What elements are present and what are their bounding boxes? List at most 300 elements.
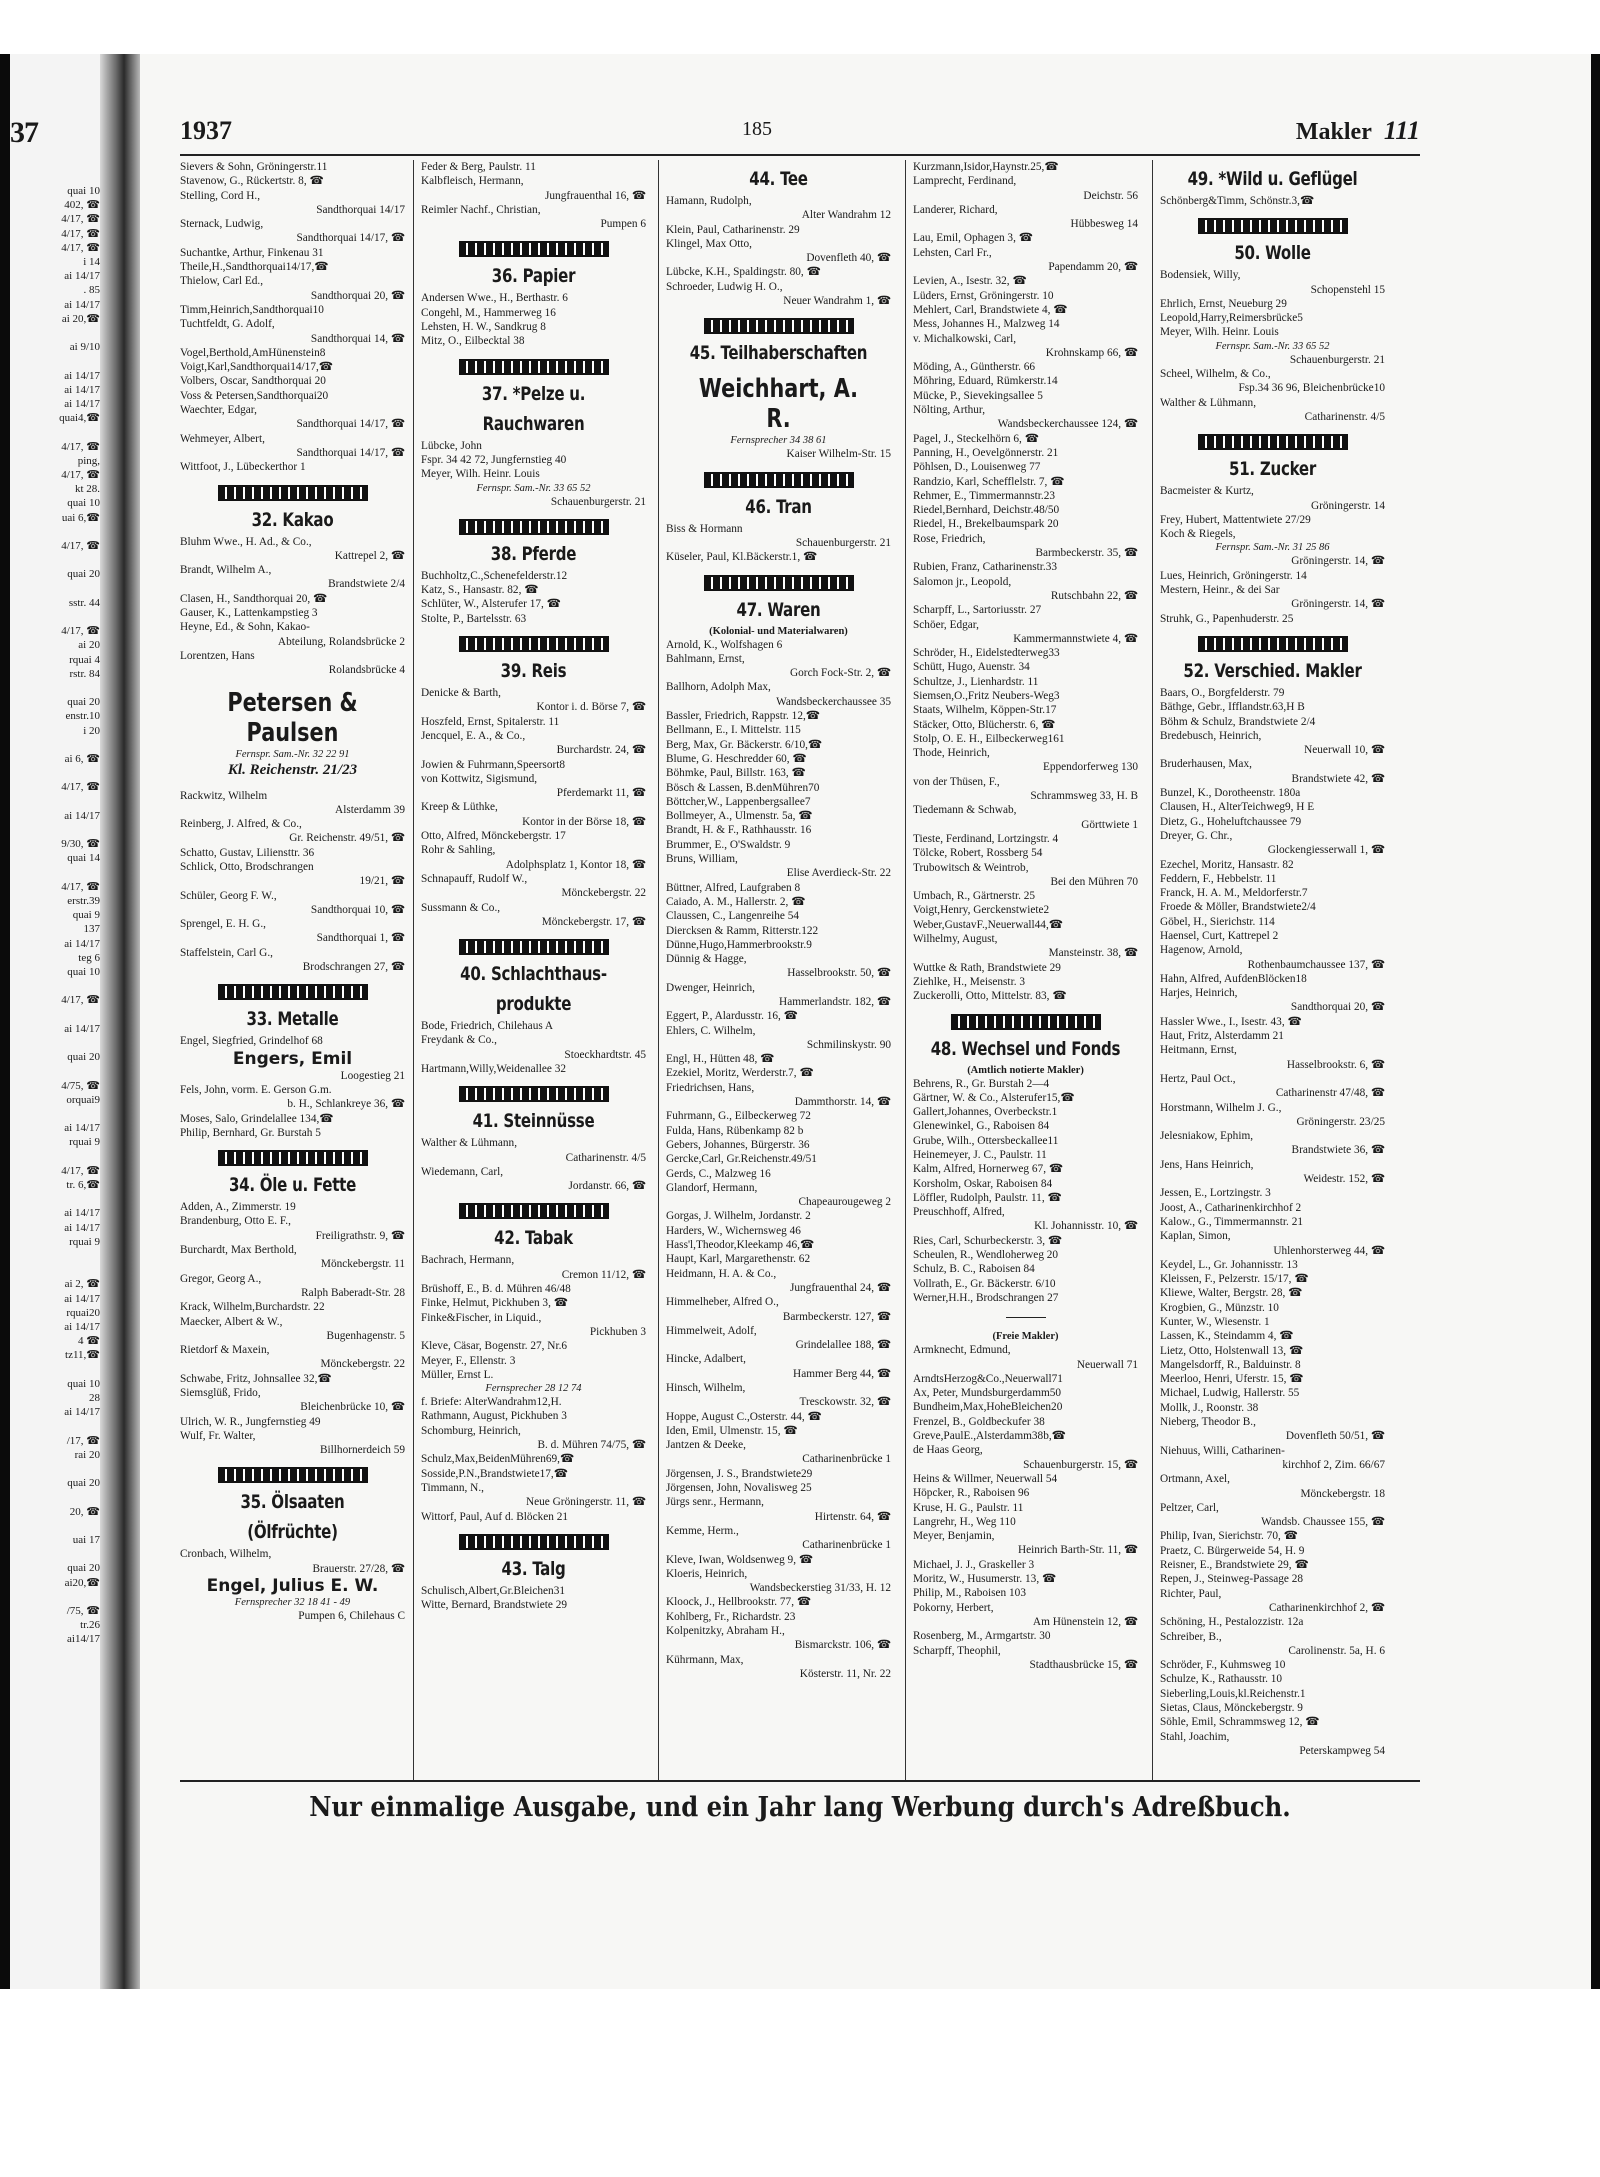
- directory-entry-continuation: Neuer Wandrahm 1, ☎: [783, 295, 891, 308]
- directory-entry-continuation: Kontor i. d. Börse 7, ☎: [536, 701, 646, 714]
- directory-entry: Jencquel, E. A., & Co.,: [421, 729, 526, 742]
- directory-entry: Hinsch, Wilhelm,: [666, 1382, 746, 1394]
- directory-entry: Meyer, Wilh. Heinr. Louis: [1160, 326, 1279, 339]
- advertisement-phone: Fernspr. Sam.-Nr. 32 22 91: [235, 748, 350, 760]
- directory-entry: Wilhelmy, August,: [913, 933, 998, 946]
- directory-entry: Sussmann & Co.,: [421, 901, 501, 914]
- footer-rule: [180, 1780, 1420, 1782]
- directory-entry-continuation: Chapeaurougeweg 2: [798, 1196, 891, 1209]
- directory-entry: Bahlmann, Ernst,: [666, 652, 745, 665]
- directory-entry-continuation: Barmbeckerstr. 127, ☎: [782, 1310, 891, 1323]
- directory-entry: Rosenberg, M., Armgartstr. 30: [913, 1630, 1051, 1643]
- previous-page-line: rquai 4: [69, 653, 100, 666]
- directory-entry: Philip, M., Raboisen 103: [913, 1587, 1026, 1600]
- previous-page-line: . 85: [83, 284, 100, 297]
- directory-entry: Philip, Ivan, Sierichstr. 70, ☎: [1160, 1530, 1298, 1543]
- directory-entry-continuation: Gr. Reichenstr. 49/51, ☎: [289, 832, 405, 845]
- directory-entry-continuation: Uhlenhorsterweg 44, ☎: [1273, 1244, 1385, 1257]
- advertisement-name: Weichhart, A. R.: [698, 374, 859, 435]
- previous-page-line: 9/30, ☎: [61, 838, 100, 851]
- directory-entry: Staffelstein, Carl G.,: [180, 946, 273, 959]
- directory-entry-continuation: Hammer Berg 44, ☎: [793, 1367, 891, 1380]
- previous-page-line: quai4,☎: [59, 412, 100, 425]
- previous-page-line: ai 14/17: [64, 1207, 100, 1220]
- directory-entry: Arnold, K., Wolfshagen 6: [666, 638, 783, 651]
- previous-page-line: rquai 9: [69, 1136, 100, 1149]
- previous-page-line: tr.26: [80, 1619, 100, 1632]
- directory-entry: Hoszfeld, Ernst, Spitalerstr. 11: [421, 715, 560, 728]
- directory-entry: Kurzmann,Isidor,Haynstr.25,☎: [913, 161, 1059, 173]
- directory-entry: Meyer, F., Ellenstr. 3: [421, 1354, 516, 1367]
- directory-entry: Harders, W., Wichernsweg 46: [666, 1224, 801, 1237]
- ornament-divider: [459, 939, 609, 955]
- directory-entry: Werner,H.H., Brodschrangen 27: [913, 1291, 1059, 1304]
- directory-entry: Harjes, Heinrich,: [1160, 987, 1238, 1000]
- directory-entry: ArndtsHerzog&Co.,Neuerwall71: [913, 1372, 1063, 1385]
- directory-entry: Moses, Salo, Grindelallee 134,☎: [180, 1112, 334, 1125]
- section-heading: 35. Ölsaaten: [240, 1491, 345, 1514]
- directory-entry: Voigt,Henry, Gerckenstwiete2: [913, 904, 1050, 917]
- directory-entry: Rubien, Franz, Catharinenstr.33: [913, 561, 1058, 574]
- directory-entry-continuation: Schauenburgerstr. 15, ☎: [1023, 1458, 1138, 1471]
- directory-entry: Wiedemann, Carl,: [421, 1165, 504, 1178]
- directory-entry: Kaplan, Simon,: [1160, 1230, 1231, 1243]
- directory-entry: Repen, J., Steinweg-Passage 28: [1160, 1573, 1304, 1586]
- directory-entry: Klingel, Max Otto,: [666, 237, 752, 250]
- directory-entry: Salomon jr., Leopold,: [913, 575, 1012, 588]
- advertisement-name: Engers, Emil: [232, 1048, 353, 1069]
- directory-entry: Schnapauff, Rudolf W.,: [421, 872, 528, 885]
- directory-entry: Ehrlich, Ernst, Neueburg 29: [1160, 297, 1287, 310]
- directory-entry: Kalow., G., Timmermannstr. 21: [1160, 1215, 1303, 1228]
- directory-entry-continuation: Stadthausbrücke 15, ☎: [1029, 1658, 1138, 1671]
- previous-page-line: sstr. 44: [68, 596, 100, 609]
- directory-entry: Mess, Johannes H., Malzweg 14: [913, 318, 1060, 331]
- directory-entry-continuation: Sandthorquai 14/17, ☎: [296, 446, 405, 459]
- directory-entry: Diercksen & Ramm, Ritterstr.122: [666, 924, 819, 937]
- directory-entry: Siemsglüß, Frido,: [180, 1387, 261, 1399]
- advertisement-phone: Fernspr. Sam.-Nr. 33 65 52: [1215, 340, 1330, 352]
- column-2: [421, 160, 646, 1780]
- directory-entry: Schöer, Edgar,: [913, 618, 979, 631]
- advertisement-phone: Fernspr. Sam.-Nr. 31 25 86: [1215, 542, 1330, 554]
- ornament-divider: [1198, 218, 1348, 234]
- ornament-divider: [704, 472, 854, 488]
- previous-page-line: ai 20: [78, 639, 100, 652]
- directory-entry: Hoppe, August C.,Osterstr. 44, ☎: [666, 1410, 822, 1423]
- directory-entry: Maecker, Albert & W.,: [180, 1315, 283, 1328]
- previous-page-line: tz11,☎: [65, 1349, 100, 1362]
- previous-page-line: ai 14/17: [64, 1022, 100, 1035]
- directory-entry: Frenzel, B., Goldbeckufer 38: [913, 1415, 1045, 1428]
- directory-entry: Iden, Emil, Ulmenstr. 15, ☎: [666, 1424, 798, 1437]
- directory-entry: Reinberg, J. Alfred, & Co.,: [180, 818, 302, 831]
- directory-entry-continuation: Neuerwall 10, ☎: [1304, 744, 1385, 757]
- directory-entry: Thielow, Carl Ed.,: [180, 275, 264, 288]
- directory-entry: Jantzen & Deeke,: [666, 1439, 746, 1452]
- previous-page-line: ai 14/17: [64, 1122, 100, 1135]
- directory-entry: Gebers, Johannes, Bürgerstr. 36: [666, 1138, 810, 1151]
- directory-entry: Himmelheber, Alfred O.,: [666, 1296, 779, 1309]
- directory-entry-continuation: Wandsbeckerchaussee 124, ☎: [997, 418, 1138, 431]
- directory-entry-continuation: Gorch Fock-Str. 2, ☎: [790, 667, 891, 680]
- directory-entry: Fuhrmann, G., Eilbeckerweg 72: [666, 1110, 811, 1123]
- directory-entry: Wittfoot, J., Lübeckerthor 1: [180, 461, 306, 474]
- directory-entry-continuation: Sandthorquai 20, ☎: [310, 289, 405, 302]
- directory-entry: Hass'l,Theodor,Kleekamp 46,☎: [666, 1239, 815, 1252]
- section-heading: 47. Waren: [736, 598, 821, 621]
- advertisement-phone: Fernspr. Sam.-Nr. 33 65 52: [476, 482, 591, 494]
- directory-page: [140, 54, 1591, 1989]
- directory-entry: de Haas Georg,: [913, 1444, 983, 1457]
- directory-entry: Jowien & Fuhrmann,Speersort8: [421, 758, 566, 771]
- directory-entry-continuation: b. H., Schlankreye 36, ☎: [287, 1098, 405, 1111]
- directory-entry-continuation: Am Hünenstein 12, ☎: [1032, 1615, 1138, 1628]
- ornament-divider: [218, 1150, 368, 1166]
- directory-entry: Vollrath, E., Gr. Bäckerstr. 6/10: [913, 1277, 1056, 1290]
- directory-entry: Ezekiel, Moritz, Werderstr.7, ☎: [666, 1067, 814, 1080]
- previous-page-line: 4/17, ☎: [61, 227, 100, 240]
- directory-entry: Kruse, H. G., Paulstr. 11: [913, 1501, 1024, 1514]
- previous-page-line: rstr. 84: [69, 667, 100, 680]
- previous-page-line: 4/17, ☎: [61, 440, 100, 453]
- directory-entry-continuation: Cremon 11/12, ☎: [561, 1268, 646, 1281]
- directory-entry-continuation: Billhornerdeich 59: [319, 1444, 405, 1457]
- section-heading: 38. Pferde: [490, 542, 577, 565]
- previous-page-line: 4 ☎: [78, 1335, 100, 1348]
- directory-entry: Kreep & Lüthke,: [421, 801, 498, 814]
- directory-entry-continuation: Brandstwiete 2/4: [328, 578, 405, 591]
- directory-entry-continuation: Dovenfleth 50/51, ☎: [1285, 1430, 1385, 1443]
- directory-entry-continuation: Freiligrathstr. 9, ☎: [315, 1229, 405, 1242]
- directory-entry: Kalm, Alfred, Hornerweg 67, ☎: [913, 1163, 1063, 1176]
- section-heading: 42. Tabak: [494, 1227, 573, 1250]
- directory-entry-continuation: Pickhuben 3: [589, 1325, 646, 1338]
- previous-page-line: quai 20: [67, 1477, 100, 1490]
- directory-entry: Dünnig & Hagge,: [666, 953, 747, 966]
- directory-entry: Kemme, Herm.,: [666, 1524, 739, 1537]
- directory-entry: Ulrich, W. R., Jungfernstieg 49: [180, 1415, 321, 1428]
- directory-entry-continuation: Eppendorferweg 130: [1042, 761, 1138, 774]
- ornament-divider: [951, 1014, 1101, 1030]
- previous-page-line: ai 14/17: [64, 1321, 100, 1333]
- previous-page-line: ai 2, ☎: [64, 1278, 100, 1291]
- directory-entry: Haupt, Karl, Margarethenstr. 62: [666, 1253, 811, 1266]
- ornament-divider: [459, 241, 609, 257]
- directory-entry: Rose, Friedrich,: [913, 532, 986, 545]
- directory-entry: Schlüter, W., Alsterufer 17, ☎: [421, 598, 561, 611]
- directory-entry: Michael, Ludwig, Hallerstr. 55: [1160, 1387, 1300, 1400]
- directory-entry: Stolte, P., Bartelsstr. 63: [421, 612, 527, 625]
- section-heading: 49. *Wild u. Geflügel: [1187, 168, 1358, 190]
- previous-page-line: quai 10: [67, 185, 100, 197]
- header-page-number: 185: [742, 118, 772, 140]
- directory-entry-continuation: Heinrich Barth-Str. 11, ☎: [1017, 1544, 1138, 1557]
- scan-border-top: [0, 0, 1600, 54]
- directory-entry-continuation: Fsp.34 36 96, Bleichenbrücke10: [1238, 382, 1385, 395]
- directory-entry: Stolp, O. E. H., Eilbeckerweg161: [913, 732, 1065, 745]
- directory-entry: Hahn, Alfred, AufdenBlöcken18: [1160, 972, 1307, 985]
- directory-entry: Stavenow, G., Rückertstr. 8, ☎: [180, 175, 324, 188]
- directory-entry: Wulf, Fr. Walter,: [180, 1429, 256, 1442]
- section-subheading: (Kolonial- und Materialwaren): [709, 625, 848, 637]
- directory-entry-continuation: Gröningerstr. 14: [1310, 499, 1385, 512]
- directory-entry: Lehsten, Carl Fr.,: [913, 246, 992, 259]
- directory-entry: Küseler, Paul, Kl.Bäckerstr.1, ☎: [666, 551, 818, 564]
- directory-entry: Blume, G. Heschredder 60, ☎: [666, 752, 807, 765]
- directory-entry: Praetz, C. Bürgerweide 54, H. 9: [1160, 1544, 1305, 1557]
- directory-entry-continuation: Gröningerstr. 23/25: [1296, 1115, 1385, 1128]
- directory-entry: Schröder, H., Eidelstedterweg33: [913, 647, 1060, 660]
- directory-entry: Pokorny, Herbert,: [913, 1601, 994, 1614]
- directory-entry: Gauser, K., Lattenkampstieg 3: [180, 607, 318, 620]
- column-divider: [413, 160, 414, 1780]
- directory-entry: f. Briefe: AlterWandrahm12,H.: [421, 1396, 562, 1409]
- previous-page-line: ai 14/17: [64, 1292, 100, 1305]
- previous-page-line: quai 9: [72, 909, 100, 922]
- directory-entry: Horstmann, Wilhelm J. G.,: [1160, 1101, 1282, 1114]
- header-year: 1937: [180, 116, 232, 145]
- directory-entry: Struhk, G., Papenhuderstr. 25: [1160, 612, 1294, 625]
- directory-entry: Möding, A., Güntherstr. 66: [913, 361, 1036, 374]
- section-heading: 36. Papier: [491, 265, 576, 288]
- directory-entry: von Kottwitz, Sigismund,: [421, 772, 538, 785]
- directory-entry: Lues, Heinrich, Gröningerstr. 14: [1160, 569, 1307, 582]
- directory-entry: Schreiber, B.,: [1160, 1630, 1222, 1643]
- directory-entry: Niehuus, Willi, Catharinen-: [1160, 1444, 1285, 1457]
- directory-entry: Bäthge, Gebr., Ifflandstr.63,H B: [1160, 701, 1305, 714]
- directory-entry: Hagenow, Arnold,: [1160, 944, 1243, 957]
- directory-entry: Sievers & Sohn, Gröningerstr.11: [180, 161, 328, 173]
- previous-page-line: kt 28.: [74, 483, 100, 496]
- directory-entry: Schröder, F., Kuhmsweg 10: [1160, 1659, 1286, 1672]
- directory-entry: Friedrichsen, Hans,: [666, 1081, 755, 1094]
- directory-entry-continuation: Hasselbrookstr. 6, ☎: [1286, 1058, 1385, 1071]
- ornament-divider: [459, 519, 609, 535]
- directory-entry: Cronbach, Wilhelm,: [180, 1548, 272, 1561]
- previous-page-line: ai 14/17: [64, 270, 100, 283]
- directory-entry: Adden, A., Zimmerstr. 19: [180, 1201, 296, 1214]
- directory-entry: Stelling, Cord H.,: [180, 189, 261, 202]
- directory-entry-continuation: Kaiser Wilhelm-Str. 15: [786, 448, 891, 461]
- directory-entry: Bunzel, K., Dorotheenstr. 180a: [1160, 787, 1301, 800]
- directory-entry: Feder & Berg, Paulstr. 11: [421, 161, 536, 173]
- column-3: [666, 160, 891, 1780]
- directory-entry-continuation: Hübbesweg 14: [1070, 218, 1138, 231]
- directory-entry: Michael, J. J., Graskeller 3: [913, 1558, 1035, 1571]
- previous-page-line: ai20,☎: [64, 1576, 100, 1589]
- directory-entry: v. Michalkowski, Carl,: [913, 332, 1017, 345]
- directory-entry: Bruns, William,: [666, 853, 738, 866]
- directory-entry: Heitmann, Ernst,: [1160, 1044, 1237, 1057]
- directory-entry: Jens, Hans Heinrich,: [1160, 1158, 1254, 1171]
- directory-entry: Moritz, W., Husumerstr. 13, ☎: [913, 1573, 1057, 1586]
- directory-entry: Caiado, A. M., Hallerstr. 2, ☎: [666, 895, 806, 908]
- directory-entry-continuation: Mönckebergstr. 11: [320, 1258, 405, 1271]
- previous-page-line: quai 20: [67, 1562, 100, 1575]
- section-heading: (Ölfrüchte): [247, 1521, 338, 1544]
- section-heading: Rauchwaren: [482, 412, 585, 435]
- directory-entry: Scheel, Wilhelm, & Co.,: [1160, 368, 1271, 381]
- ornament-divider: [459, 359, 609, 375]
- directory-entry: Bredebusch, Heinrich,: [1160, 729, 1262, 742]
- directory-entry: Jörgensen, John, Novalisweg 25: [666, 1482, 812, 1495]
- short-rule: [1006, 1317, 1046, 1318]
- directory-entry: Kolpenitzky, Abraham H.,: [666, 1625, 785, 1638]
- directory-entry: Weber,GustavF.,Neuerwall44,☎: [913, 918, 1063, 931]
- directory-entry-continuation: Brodschrangen 27, ☎: [302, 961, 405, 974]
- directory-entry-continuation: Kösterstr. 11, Nr. 22: [799, 1667, 891, 1680]
- previous-page-line: ai 6, ☎: [64, 753, 100, 765]
- advertisement-name: Petersen & Paulsen: [227, 687, 358, 748]
- page-header: [180, 114, 1420, 156]
- directory-entry: Rohr & Sahling,: [421, 844, 496, 857]
- directory-entry: Brandenburg, Otto E. F.,: [180, 1215, 291, 1228]
- directory-entry: Sieberling,Louis,kl.Reichenstr.1: [1160, 1687, 1306, 1700]
- directory-entry-continuation: Alter Wandrahm 12: [801, 209, 891, 222]
- previous-page-line: ai 14/17: [64, 809, 100, 822]
- directory-entry: Baars, O., Borgfelderstr. 79: [1160, 686, 1285, 699]
- directory-entry: Wehmeyer, Albert,: [180, 432, 265, 445]
- directory-entry-continuation: Loogestieg 21: [340, 1069, 405, 1082]
- directory-entry: Ax, Peter, Mundsburgerdamm50: [913, 1387, 1062, 1400]
- directory-entry-continuation: Bismarckstr. 106, ☎: [794, 1639, 891, 1652]
- directory-entry: Hartmann,Willy,Weidenallee 32: [421, 1062, 567, 1075]
- section-heading: 45. Teilhaberschaften: [689, 342, 868, 365]
- previous-page-line: rquai 9: [69, 1235, 100, 1248]
- directory-entry: Bodensiek, Willy,: [1160, 269, 1241, 282]
- section-heading: 46. Tran: [745, 495, 812, 518]
- previous-page-line: 4/17, ☎: [61, 625, 100, 638]
- directory-entry: Froede & Möller, Brandstwiete2/4: [1160, 901, 1316, 914]
- directory-entry: Grube, Wilh., Ottersbeckallee11: [913, 1134, 1059, 1147]
- directory-entry: Preuschhoff, Alfred,: [913, 1206, 1005, 1219]
- column-5: [1160, 160, 1385, 1780]
- directory-entry-continuation: Catharinenbrücke 1: [802, 1453, 891, 1466]
- directory-entry: Bundheim,Max,HoheBleichen20: [913, 1401, 1063, 1414]
- directory-entry: Schüler, Georg F. W.,: [180, 889, 277, 902]
- directory-entry: Jessen, E., Lortzingstr. 3: [1160, 1187, 1271, 1200]
- directory-entry-continuation: 19/21, ☎: [359, 875, 405, 888]
- directory-entry-continuation: Mönckebergstr. 22: [320, 1358, 405, 1371]
- directory-entry: Dünne,Hugo,Hammerbrookstr.9: [666, 938, 812, 951]
- directory-entry-continuation: Rutschbahn 22, ☎: [1050, 589, 1138, 602]
- directory-entry: Scharpff, Theophil,: [913, 1644, 1001, 1657]
- previous-page-line: 4/17, ☎: [61, 781, 100, 794]
- directory-entry: Lüders, Ernst, Gröningerstr. 10: [913, 289, 1054, 302]
- previous-page-line: teg 6: [78, 951, 100, 964]
- directory-entry: Glandorf, Hermann,: [666, 1181, 758, 1194]
- header-section-number: 111: [1383, 116, 1420, 145]
- directory-entry-continuation: Alsterdamm 39: [335, 803, 405, 816]
- directory-entry: Brandt, H. & F., Rathhausstr. 16: [666, 824, 812, 837]
- directory-entry: Brüshoff, E., B. d. Mühren 46/48: [421, 1283, 571, 1296]
- directory-entry: Levien, A., Isestr. 32, ☎: [913, 275, 1027, 288]
- directory-entry: Greve,PaulE.,Alsterdamm38b,☎: [913, 1430, 1066, 1443]
- directory-entry-continuation: Mansteinstr. 38, ☎: [1048, 947, 1138, 960]
- directory-entry: Kloeris, Heinrich,: [666, 1567, 748, 1580]
- directory-entry: Ortmann, Axel,: [1160, 1473, 1230, 1486]
- directory-entry: Brummer, E., O'Swaldstr. 9: [666, 838, 791, 851]
- previous-page-fragment: [10, 54, 100, 1989]
- directory-entry: Schomburg, Heinrich,: [421, 1424, 521, 1437]
- directory-entry: Walther & Lühmann,: [421, 1137, 518, 1150]
- directory-entry: Heidmann, H. A. & Co.,: [666, 1267, 777, 1280]
- previous-page-line: uai 17: [72, 1534, 100, 1546]
- directory-entry: Dietz, G., Hoheluftchaussee 79: [1160, 815, 1302, 828]
- directory-entry-continuation: Glockengiesserwall 1, ☎: [1267, 844, 1385, 857]
- directory-entry: Klein, Paul, Catharinenstr. 29: [666, 223, 800, 236]
- directory-entry-continuation: Jungfrauenthal 16, ☎: [545, 189, 646, 202]
- directory-entry: Glenewinkel, G., Raboisen 84: [913, 1120, 1050, 1133]
- directory-entry-continuation: Grindelallee 188, ☎: [795, 1339, 891, 1352]
- directory-entry: Jürgs senr., Hermann,: [666, 1496, 764, 1509]
- directory-entry: Katz, S., Hansastr. 82, ☎: [421, 584, 539, 597]
- directory-entry: Lübcke, K.H., Spaldingstr. 80, ☎: [666, 266, 821, 279]
- directory-entry: Ries, Carl, Schurbeckerstr. 3, ☎: [913, 1234, 1062, 1247]
- directory-entry: Reisner, E., Brandstwiete 29, ☎: [1160, 1559, 1309, 1572]
- directory-entry: Mücke, P., Sievekingsallee 5: [913, 389, 1043, 402]
- directory-entry: Finke&Fischer, in Liquid.,: [421, 1311, 542, 1324]
- previous-page-header: 37: [10, 116, 38, 149]
- directory-entry: Behrens, R., Gr. Burstah 2—4: [913, 1077, 1050, 1090]
- directory-entry: Jörgensen, J. S., Brandstwiete29: [666, 1467, 813, 1480]
- previous-page-line: 4/17, ☎: [61, 1164, 100, 1177]
- directory-entry: Umbach, R., Gärtnerstr. 25: [913, 890, 1036, 903]
- directory-entry: Trubowitsch & Weintrob,: [913, 861, 1029, 874]
- advertisement-name: Engel, Julius E. W.: [206, 1576, 379, 1597]
- previous-page-line: ai 14/17: [64, 298, 100, 311]
- previous-page-line: 4/17, ☎: [61, 241, 100, 254]
- directory-entry-continuation: Jordanstr. 66, ☎: [568, 1180, 646, 1193]
- directory-entry: Hamann, Rudolph,: [666, 195, 752, 207]
- previous-page-line: rquai20: [66, 1306, 100, 1319]
- directory-entry: Schultze, J., Lienhardstr. 11: [913, 675, 1039, 688]
- previous-page-line: quai 10: [67, 966, 100, 978]
- directory-entry: Schönberg&Timm, Schönstr.3,☎: [1160, 195, 1315, 207]
- directory-entry: Schulz,Max,BeidenMühren69,☎: [421, 1453, 575, 1466]
- directory-entry-continuation: Mönckebergstr. 17, ☎: [541, 915, 646, 928]
- directory-entry-continuation: Kl. Johannisstr. 10, ☎: [1034, 1220, 1138, 1233]
- directory-entry: Thode, Heinrich,: [913, 747, 990, 760]
- directory-entry: Gallert,Johannes, Overbeckstr.1: [913, 1106, 1058, 1119]
- previous-page-line: ai 9/10: [69, 341, 100, 354]
- previous-page-line: quai 20: [67, 568, 100, 581]
- directory-entry: Fels, John, vorm. E. Gerson G.m.: [180, 1083, 332, 1096]
- directory-entry: Ziehlke, H., Meisenstr. 3: [913, 975, 1026, 988]
- directory-entry: Sprengel, E. H. G.,: [180, 918, 266, 931]
- directory-entry: Riedel,Bernhard, Deichstr.48/50: [913, 504, 1060, 517]
- advertisement-address: Kl. Reichenstr. 21/23: [227, 761, 358, 778]
- directory-entry: Fspr. 34 42 72, Jungfernstieg 40: [421, 453, 567, 466]
- directory-entry: Voss & Petersen,Sandthorquai20: [180, 389, 329, 402]
- previous-page-line: ai 20,☎: [61, 312, 100, 325]
- directory-entry: Joost, A., Catharinenkirchhof 2: [1160, 1201, 1302, 1214]
- directory-entry-continuation: Rolandsbrücke 4: [328, 664, 405, 677]
- previous-page-line: quai 14: [67, 852, 100, 865]
- previous-page-line: i 14: [83, 256, 100, 268]
- section-heading: 50. Wolle: [1234, 242, 1311, 265]
- directory-entry: Wittorf, Paul, Auf d. Blöcken 21: [421, 1510, 569, 1523]
- section-subheading: (Freie Makler): [992, 1331, 1059, 1343]
- previous-page-line: ai 14/17: [64, 937, 100, 950]
- directory-entry-continuation: Stoeckhardtstr. 45: [564, 1048, 646, 1061]
- directory-entry: Mangelsdorff, R., Balduinstr. 8: [1160, 1358, 1301, 1371]
- directory-entry-continuation: Neuerwall 71: [1076, 1358, 1138, 1371]
- directory-entry: Meyer, Wilh. Heinr. Louis: [421, 468, 540, 481]
- directory-entry: Büttner, Alfred, Laufgraben 8: [666, 881, 801, 894]
- directory-entry: Sosside,P.N.,Brandstwiete17,☎: [421, 1467, 568, 1480]
